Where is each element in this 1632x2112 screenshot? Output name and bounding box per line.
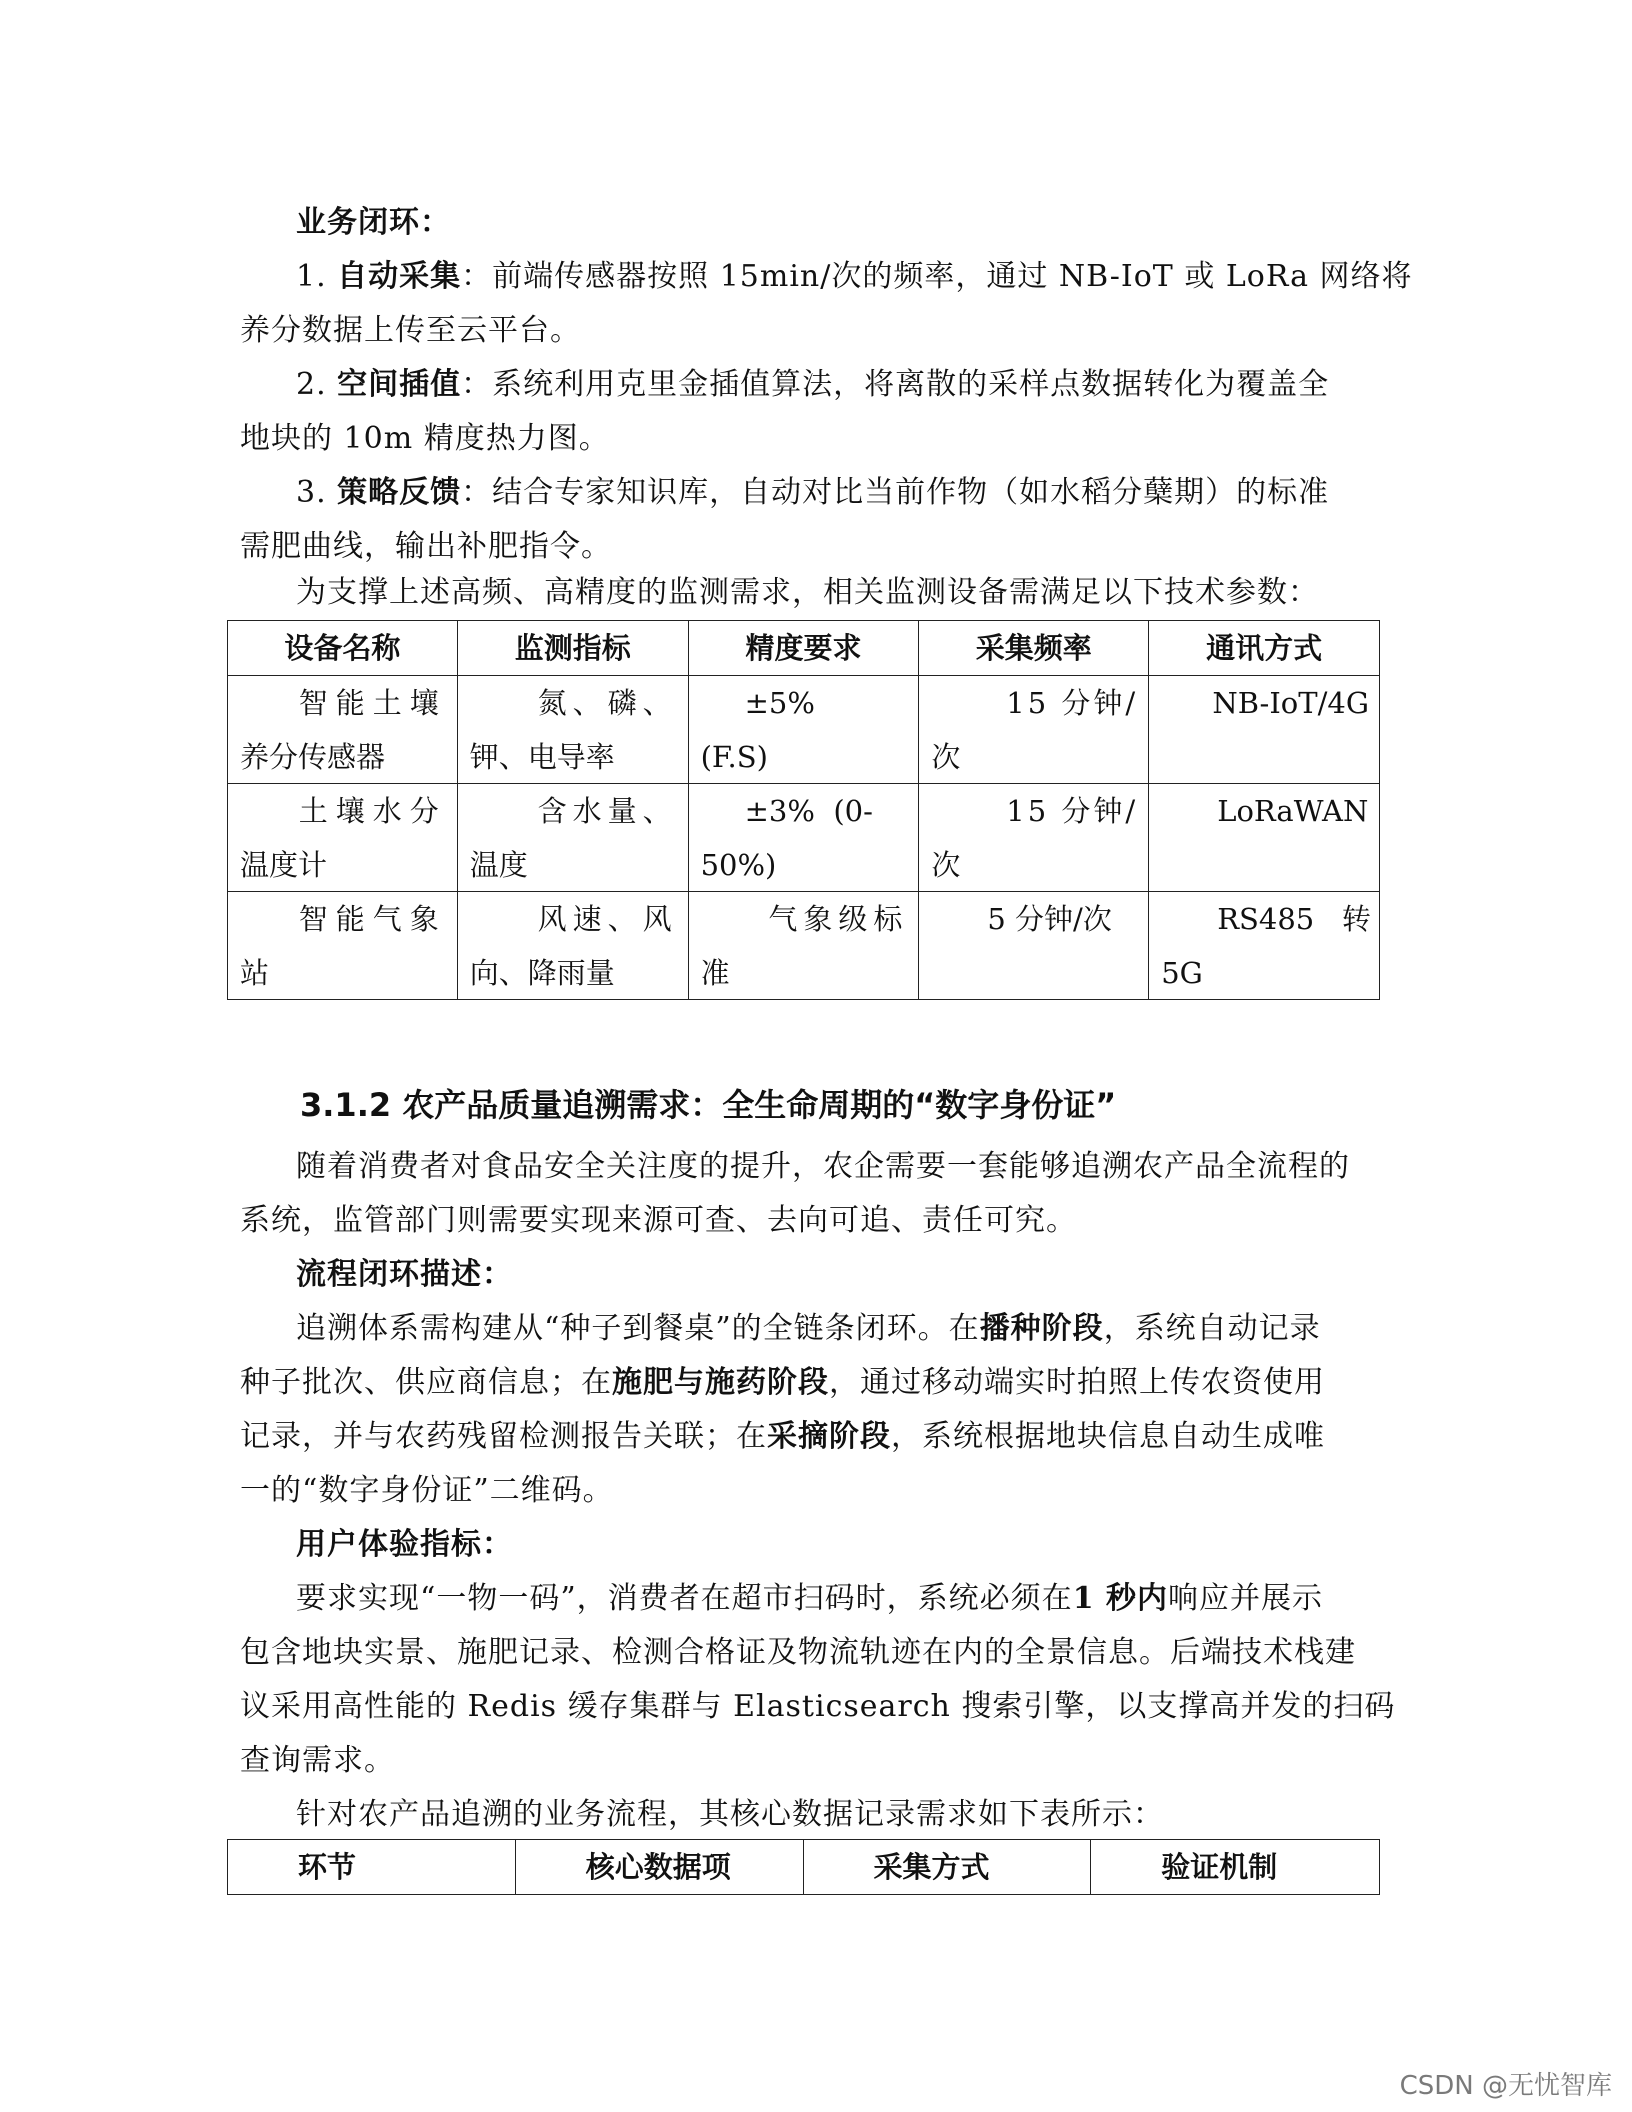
table-cell: 智能土壤 养分传感器	[228, 676, 458, 784]
table-row	[228, 892, 1380, 1000]
section-title: 3.1.2 农产品质量追溯需求：全生命周期的“数字身份证”	[300, 1086, 1117, 1124]
header-accuracy: 精度要求	[688, 621, 919, 676]
table-cell: 5 分钟/次	[919, 892, 1149, 1000]
table-header-row	[228, 621, 1380, 676]
header-frequency: 采集频率	[919, 621, 1149, 676]
table-header-row	[228, 1840, 1380, 1895]
item-1-number: 1.	[296, 259, 327, 294]
table1-intro: 为支撑上述高频、高精度的监测需求，相关监测设备需满足以下技术参数：	[296, 575, 1319, 610]
ux-line2: 包含地块实景、施肥记录、检测合格证及物流轨迹在内的全景信息。后端技术栈建	[240, 1635, 1356, 1670]
table-cell: 氮、磷、 钾、电导率	[457, 676, 688, 784]
table-cell: NB-IoT/4G	[1149, 676, 1380, 784]
ux-line1: 要求实现“一物一码”，消费者在超市扫码时，系统必须在1 秒内响应并展示	[296, 1581, 1324, 1616]
table-cell: 15 分钟/ 次	[919, 676, 1149, 784]
item-3-line1	[296, 466, 1400, 520]
table-row	[228, 784, 1380, 892]
item-3-line2: 需肥曲线，输出补肥指令。	[240, 529, 612, 564]
header-verification: 验证机制	[1091, 1840, 1380, 1895]
stage-sowing: 播种阶段	[979, 1311, 1104, 1346]
item-1-label: 自动采集	[337, 259, 462, 294]
item-3-number: 3.	[296, 475, 327, 510]
table-cell: 土壤水分 温度计	[228, 784, 458, 892]
table-cell: 风速、风 向、降雨量	[457, 892, 688, 1000]
trace-data-table	[227, 1839, 1380, 1895]
device-spec-table	[227, 620, 1380, 1000]
table2-intro: 针对农产品追溯的业务流程，其核心数据记录需求如下表所示：	[296, 1797, 1164, 1832]
flow-line1: 追溯体系需构建从“种子到餐桌”的全链条闭环。在播种阶段，系统自动记录	[296, 1311, 1321, 1346]
item-3-text: ：结合专家知识库，自动对比当前作物（如水稻分蘖期）的标准	[461, 475, 1330, 510]
response-time: 1 秒内	[1072, 1581, 1169, 1616]
table-cell: 气象级标 准	[688, 892, 919, 1000]
item-2-text: ：系统利用克里金插值算法，将离散的采样点数据转化为覆盖全	[461, 367, 1330, 402]
header-collection-method: 采集方式	[803, 1840, 1091, 1895]
header-communication: 通讯方式	[1149, 621, 1380, 676]
table-cell: RS485 转 5G	[1149, 892, 1380, 1000]
table-cell: LoRaWAN	[1149, 784, 1380, 892]
header-core-data: 核心数据项	[515, 1840, 803, 1895]
item-1-text: ：前端传感器按照 15min/次的频率，通过 NB-IoT 或 LoRa 网络将	[461, 259, 1413, 294]
flow-line3: 记录，并与农药残留检测报告关联；在采摘阶段，系统根据地块信息自动生成唯	[240, 1419, 1325, 1454]
item-2-label: 空间插值	[337, 367, 462, 402]
table-row	[228, 676, 1380, 784]
table-cell: 15 分钟/ 次	[919, 784, 1149, 892]
flow-heading: 流程闭环描述：	[296, 1257, 513, 1292]
header-indicator: 监测指标	[457, 621, 688, 676]
intro-line1: 随着消费者对食品安全关注度的提升，农企需要一套能够追溯农产品全流程的	[296, 1149, 1350, 1184]
ux-line4: 查询需求。	[240, 1743, 395, 1778]
csdn-watermark: CSDN @无忧智库	[1399, 2071, 1612, 2101]
table-cell: ±3% (0- 50%)	[688, 784, 919, 892]
item-3-label: 策略反馈	[337, 475, 462, 510]
table-cell: ±5% (F.S)	[688, 676, 919, 784]
item-1-line2: 养分数据上传至云平台。	[240, 313, 581, 348]
stage-fertilizing: 施肥与施药阶段	[612, 1365, 829, 1400]
table-cell: 智能气象 站	[228, 892, 458, 1000]
item-1-line1	[296, 250, 1413, 304]
ux-heading: 用户体验指标：	[296, 1527, 513, 1562]
flow-line4: 一的“数字身份证”二维码。	[240, 1473, 614, 1508]
business-loop-heading: 业务闭环：	[296, 205, 451, 240]
table-cell: 含水量、 温度	[457, 784, 688, 892]
item-2-line2: 地块的 10m 精度热力图。	[240, 421, 610, 456]
flow-line2: 种子批次、供应商信息；在施肥与施药阶段，通过移动端实时拍照上传农资使用	[240, 1365, 1325, 1400]
intro-line2: 系统，监管部门则需要实现来源可查、去向可追、责任可究。	[240, 1203, 1077, 1238]
ux-line3: 议采用高性能的 Redis 缓存集群与 Elasticsearch 搜索引擎，以支撑高并发的扫码	[240, 1689, 1396, 1724]
item-2-line1	[296, 358, 1400, 412]
stage-harvesting: 采摘阶段	[767, 1419, 891, 1454]
header-device-name: 设备名称	[228, 621, 458, 676]
header-stage: 环节	[228, 1840, 516, 1895]
item-2-number: 2.	[296, 367, 327, 402]
